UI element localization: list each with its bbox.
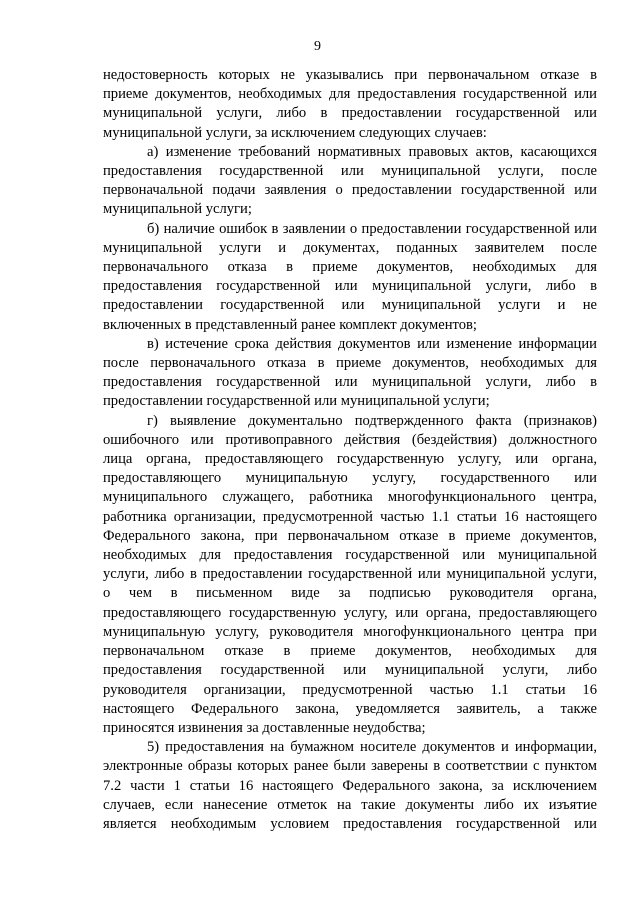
text-line: случаев, если нанесение отметок на такие документы либо их изъятие: [103, 796, 597, 813]
text-line: является необходимым условием предоставления государственной или: [103, 815, 597, 832]
text-line: Федерального закона, при первоначальном отказе в приеме документов,: [103, 527, 597, 544]
text-line: б) наличие ошибок в заявлении о предоставлении государственной или: [147, 220, 597, 237]
paragraph: [103, 220, 597, 335]
text-line: руководителя организации, предусмотренной частью 1.1 статьи 16: [103, 681, 597, 698]
paragraph: [103, 143, 597, 220]
text-line: муниципальной услуги;: [103, 201, 252, 218]
text-line: приеме документов, необходимых для предоставления государственной или: [103, 86, 597, 103]
paragraph: [103, 412, 597, 738]
page-number: 9: [314, 39, 321, 54]
text-line: муниципальной услуги и документах, поданных заявителем после: [103, 239, 597, 256]
text-line: муниципальной услуги, за исключением следующих случаев:: [103, 124, 487, 141]
text-line: муниципальной услуги, либо в предоставлении государственной или: [103, 105, 597, 122]
text-line: предоставляющего государственную услугу, или органа, предоставляющего: [103, 604, 597, 621]
document-body: [103, 66, 597, 834]
text-line: предоставления государственной или муниципальной услуги, либо: [103, 662, 597, 679]
text-line: в) истечение срока действия документов или изменение информации: [147, 335, 597, 352]
text-line: первоначального отказа в приеме документов, необходимых для: [103, 259, 597, 276]
text-line: первоначальной подачи заявления о предоставлении государственной или: [103, 182, 597, 199]
text-line: 7.2 части 1 статьи 16 настоящего Федерального закона, за исключением: [103, 777, 597, 794]
text-line: предоставления государственной или муниципальной услуги, после: [103, 163, 597, 180]
text-line: муниципального служащего, работника многофункционального центра,: [103, 489, 597, 506]
text-line: предоставления государственной или муниципальной услуги, либо в: [103, 374, 597, 391]
text-line: приносятся извинения за доставленные неудобства;: [103, 719, 426, 736]
text-line: включенных в представленный ранее комплект документов;: [103, 316, 477, 333]
paragraph: [103, 738, 597, 834]
text-line: после первоначального отказа в приеме документов, необходимых для: [103, 355, 597, 372]
text-line: недостоверность которых не указывались при первоначальном отказе в: [103, 67, 597, 83]
paragraph: [103, 335, 597, 412]
text-line: необходимых для предоставления государственной или муниципальной: [103, 547, 597, 564]
text-line: предоставлении государственной или муниципальной услуги и не: [103, 297, 597, 314]
text-line: г) выявление документально подтвержденного факта (признаков): [147, 412, 597, 429]
text-line: ошибочного или противоправного действия (бездействия) должностного: [103, 431, 597, 448]
text-line: предоставления государственной или муниципальной услуги, либо в: [103, 278, 597, 295]
text-line: настоящего Федерального закона, уведомляется заявитель, а также: [103, 700, 597, 717]
text-line: предоставляющего муниципальную услугу, государственного или: [103, 470, 597, 487]
text-line: услуги, либо в предоставлении государственной или муниципальной услуги,: [103, 566, 597, 583]
paragraph: [103, 66, 597, 143]
text-line: работника организации, предусмотренной частью 1.1 статьи 16 настоящего: [103, 508, 597, 525]
text-line: о чем в письменном виде за подписью руководителя органа,: [103, 585, 597, 602]
text-line: а) изменение требований нормативных правовых актов, касающихся: [147, 143, 597, 160]
text-line: 5) предоставления на бумажном носителе документов и информации,: [147, 739, 597, 756]
text-line: электронные образы которых ранее были заверены в соответствии с пунктом: [103, 758, 597, 775]
text-line: лица органа, предоставляющего государственную услугу, или органа,: [103, 451, 597, 468]
text-line: предоставлении государственной или муниципальной услуги;: [103, 393, 490, 410]
text-line: муниципальную услугу, руководителя многофункционального центра при: [103, 623, 597, 640]
text-line: первоначальном отказе в приеме документов, необходимых для: [103, 643, 597, 660]
